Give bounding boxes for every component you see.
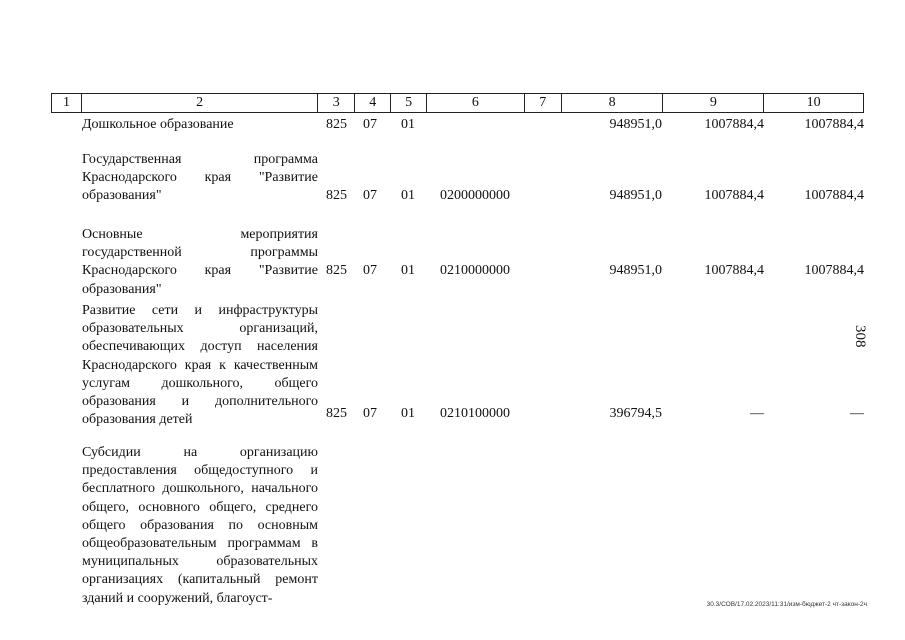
row-csr: 0210100000	[440, 406, 510, 421]
footer-stamp: 30.3/СОВ/17.02.2023/11:31/изм-бюджет-2 чт-закон-2ч	[706, 601, 867, 608]
row-name: Развитие сети и инфраструктуры образовательных организаций, обеспечивающих доступ населения Краснодарского края к качественным услугам дошкольного, общего образования и дополнительного образования детей	[82, 303, 318, 428]
row-ved: 825	[326, 406, 347, 421]
header-col-9: 9	[663, 94, 764, 112]
row-rz: 07	[363, 263, 377, 278]
header-col-5: 5	[391, 94, 427, 112]
row-sum-2: 1007884,4	[704, 117, 764, 132]
header-col-6: 6	[427, 94, 525, 112]
row-csr: 0210000000	[440, 263, 510, 278]
row-rz: 07	[363, 117, 377, 132]
row-sum-3: 1007884,4	[804, 263, 864, 278]
row-sum-2: 1007884,4	[704, 263, 764, 278]
page-number: 308	[852, 325, 868, 348]
header-col-3: 3	[318, 94, 355, 112]
row-name: Государственная программа Краснодарского края "Развитие образования"	[82, 152, 318, 204]
row-sum-2: 1007884,4	[704, 188, 764, 203]
row-sum-1: 948951,0	[609, 188, 662, 203]
row-ved: 825	[326, 188, 347, 203]
table-header-row	[51, 93, 864, 113]
header-col-10: 10	[806, 95, 821, 110]
row-sum-3-dash: —	[850, 406, 864, 421]
header-col-4: 4	[355, 94, 391, 112]
header-col-1: 1	[52, 94, 82, 112]
row-pr: 01	[401, 263, 415, 278]
row-sum-1: 948951,0	[609, 117, 662, 132]
row-ved: 825	[326, 117, 347, 132]
row-sum-3: 1007884,4	[804, 188, 864, 203]
row-name: Субсидии на организацию предоставления общедоступного и бесплатного дошкольного, начального общего, основного общего, среднего общего образования по основным общеобразовательным программам в муниципальных образовательных организациях (капитальный ремонт зданий и сооружений, благоуст-	[82, 445, 318, 606]
row-pr: 01	[401, 188, 415, 203]
row-sum-3: 1007884,4	[804, 117, 864, 132]
row-csr: 0200000000	[440, 188, 510, 203]
row-sum-2-dash: —	[750, 406, 764, 421]
row-name: Дошкольное образование	[82, 117, 234, 132]
row-ved: 825	[326, 263, 347, 278]
header-col-8: 8	[562, 94, 664, 112]
row-rz: 07	[363, 188, 377, 203]
row-sum-1: 396794,5	[609, 406, 662, 421]
row-name: Основные мероприятия государственной программы Краснодарского края "Развитие образования"	[82, 227, 318, 297]
header-col-7: 7	[525, 94, 562, 112]
row-pr: 01	[401, 406, 415, 421]
row-rz: 07	[363, 406, 377, 421]
row-pr: 01	[401, 117, 415, 132]
row-sum-1: 948951,0	[609, 263, 662, 278]
header-col-2: 2	[82, 94, 318, 112]
